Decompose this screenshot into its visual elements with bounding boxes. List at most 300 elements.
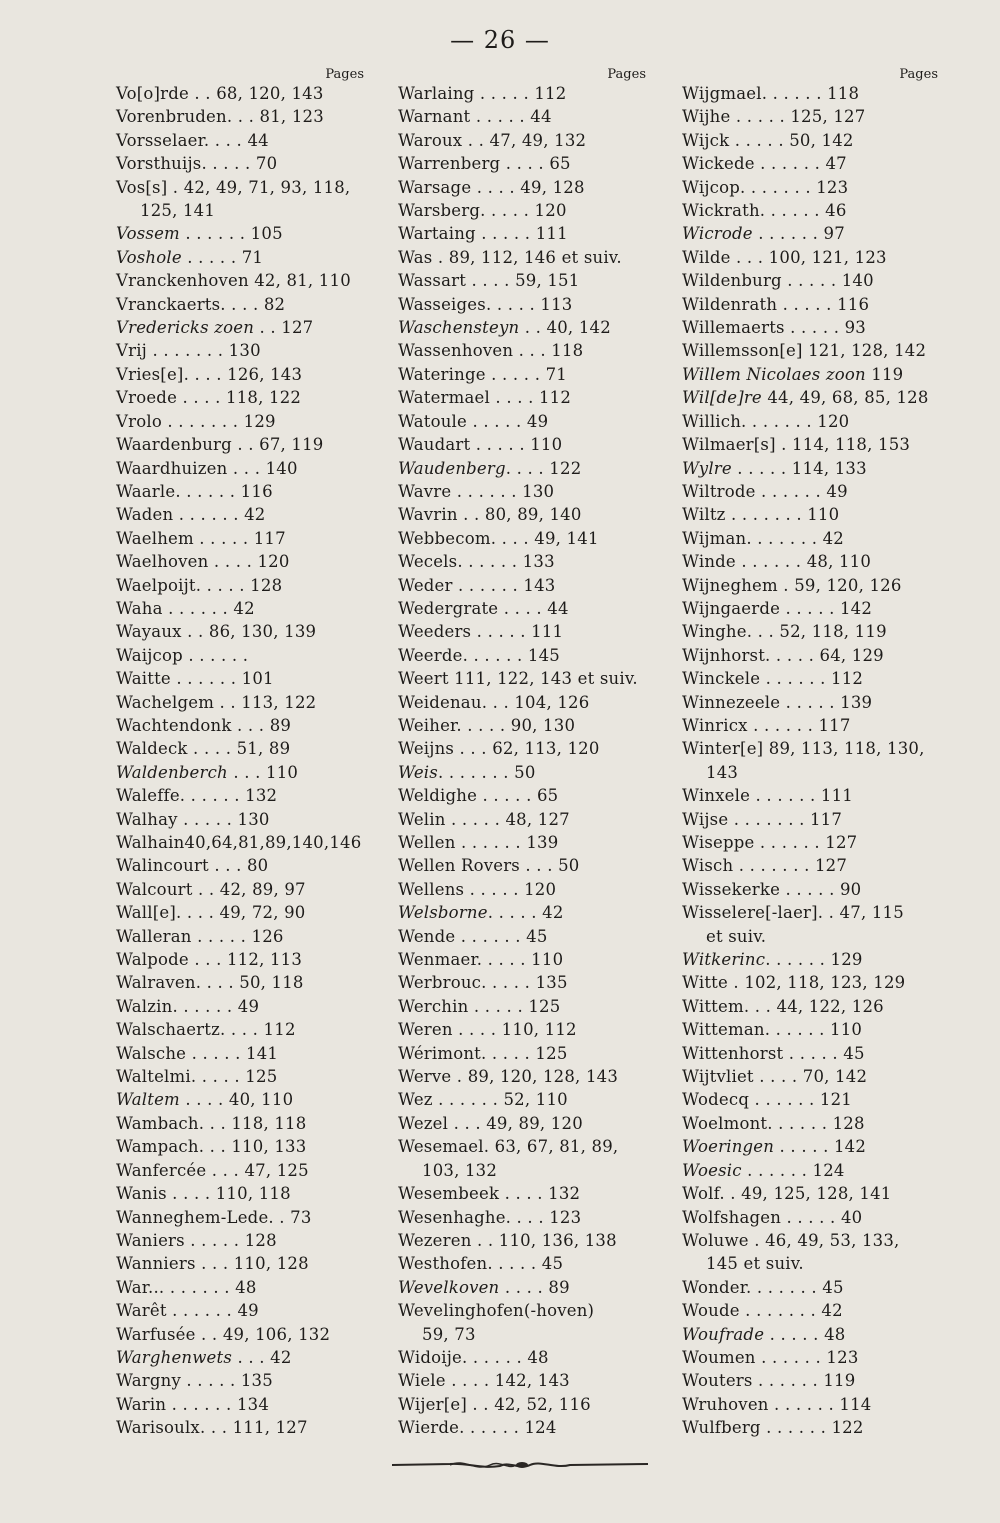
index-entry-line [116, 714, 368, 737]
index-entry-line [398, 527, 650, 550]
entry-page-refs: . . . . 50, 118 [195, 973, 304, 993]
entry-name: Willich [682, 411, 742, 431]
index-entry-line [682, 737, 942, 760]
entry-page-refs: . . . 81, 123 [226, 107, 324, 127]
entry-name: Walhain [116, 833, 185, 852]
index-entry-line [116, 1299, 368, 1322]
entry-name: Wijman [682, 528, 747, 548]
index-entry [398, 737, 650, 760]
index-entry [398, 878, 650, 901]
entry-name: Widoije [398, 1347, 463, 1367]
entry-page-refs: . . . . . . 105 [179, 224, 283, 244]
entry-page-refs: . . . . . 42 [487, 903, 564, 923]
entry-page-refs: . . . . . 45 [783, 1043, 865, 1063]
index-entry [116, 948, 368, 971]
index-entry-line [116, 1159, 368, 1182]
index-entry-line [398, 761, 650, 784]
entry-page-refs: 42, 81, 110 [248, 271, 351, 291]
index-entry [116, 1346, 368, 1369]
index-entry-line [682, 480, 942, 503]
index-entry [682, 339, 942, 362]
index-entry-line [398, 269, 650, 292]
entry-page-refs: . . . . . . 101 [170, 669, 274, 689]
index-entry [398, 808, 650, 831]
entry-name: Winricx [682, 715, 748, 735]
entry-name: Willemsson[e] [682, 341, 803, 361]
index-entry [682, 176, 942, 199]
index-entry-line [398, 1042, 650, 1065]
index-entry [682, 714, 942, 737]
index-entry [116, 1135, 368, 1158]
entry-name: Wilde [682, 247, 731, 267]
index-entry-line [682, 1018, 942, 1041]
index-entry-line [682, 363, 942, 386]
entry-name: Wargny [116, 1371, 181, 1391]
entry-page-refs: . . . . . . 42 [162, 598, 255, 618]
entry-page-refs: . . . 112, 113 [188, 950, 303, 970]
entry-page-refs: . . . . . . . 117 [728, 809, 843, 829]
entry-name: Willemaerts [682, 318, 785, 338]
entry-name: Wissekerke [682, 879, 781, 899]
index-entry-line [116, 1018, 368, 1041]
index-entry-line [682, 714, 942, 737]
index-entry [398, 1182, 650, 1205]
index-entry-line [398, 503, 650, 526]
entry-name: Wavrin [398, 505, 458, 525]
index-entry [682, 667, 942, 690]
entry-page-refs: . . . . . . 49 [172, 996, 260, 1016]
entry-page-refs: . . . . . . 49 [755, 481, 848, 501]
entry-page-refs: . . . . . 126 [191, 926, 284, 946]
entry-name: Wevelinghofen(-hoven) [398, 1301, 595, 1321]
entry-page-refs: . . . . . . . 45 [746, 1277, 844, 1297]
entry-name: Vranckaerts [116, 294, 221, 314]
index-entry [682, 457, 942, 480]
entry-name: Weldighe [398, 786, 478, 806]
entry-name: Vranckenhoven [116, 271, 249, 291]
ornament-divider [390, 1455, 650, 1475]
index-entry-line [116, 597, 368, 620]
index-entry [682, 269, 942, 292]
entry-page-refs: . 59, 120, 126 [777, 575, 902, 595]
index-entry [398, 457, 650, 480]
pages-header: Pages [899, 67, 938, 82]
index-entry-line [682, 971, 942, 994]
index-entry-line [398, 737, 650, 760]
index-entry-line [398, 105, 650, 128]
index-entry-line [398, 363, 650, 386]
entry-name: Waudart [398, 435, 471, 455]
index-entry [682, 1206, 942, 1229]
entry-page-refs: . . . 140 [227, 458, 298, 478]
entry-page-refs: 119 [865, 364, 904, 384]
entry-page-refs: . . . . . . 130 [451, 481, 555, 501]
index-entry [682, 1159, 942, 1182]
index-entry [116, 1112, 368, 1135]
index-entry [116, 1276, 368, 1299]
entry-page-refs: . 114, 118, 153 [775, 435, 911, 455]
index-entry-line [682, 574, 942, 597]
index-entry [398, 854, 650, 877]
entry-page-refs: . 102, 118, 123, 129 [727, 973, 906, 993]
index-entry [682, 574, 942, 597]
index-entry [398, 1416, 650, 1439]
index-entry-line [682, 1229, 942, 1252]
index-entry [116, 269, 368, 292]
entry-name: Waardhuizen [116, 458, 228, 478]
index-entry [682, 1369, 942, 1392]
index-entry [116, 527, 368, 550]
index-entry-line [116, 1042, 368, 1065]
index-entry [116, 1323, 368, 1346]
entry-page-refs: . . . 80 [208, 856, 269, 876]
index-entry-line [398, 1229, 650, 1252]
index-entry [682, 1323, 942, 1346]
entry-name: Wiseppe [682, 833, 755, 852]
index-entry-line [116, 246, 368, 269]
entry-page-refs: . . . . . . . 123 [740, 177, 849, 197]
entry-name: Wil[de]re [682, 388, 762, 408]
entry-page-refs: . . . . 132 [499, 1184, 581, 1204]
index-entry-line [398, 82, 650, 105]
index-entry [398, 948, 650, 971]
entry-name: Winxele [682, 786, 751, 806]
index-entry-line [682, 808, 942, 831]
entry-page-refs: . . . . . . 42 [173, 505, 266, 525]
entry-page-refs: . . . . . . . 42 [746, 528, 844, 548]
index-entry-line [398, 1276, 650, 1299]
index-entry-line [116, 1088, 368, 1111]
index-entry [682, 1018, 942, 1041]
entry-page-refs: . . . 111, 127 [199, 1418, 308, 1438]
index-entry [682, 1416, 942, 1439]
entry-name: Waelpoijt [116, 575, 196, 595]
entry-name: Waitte [116, 669, 171, 689]
entry-page-refs: . . . . . . 48 [462, 1347, 549, 1367]
index-entry [682, 246, 942, 269]
index-entry-line [398, 948, 650, 971]
index-entry-line [116, 293, 368, 316]
entry-name: Waldenberch [116, 762, 228, 782]
index-entry-line [682, 597, 942, 620]
index-entry-line [682, 1112, 942, 1135]
index-entry [116, 808, 368, 831]
index-entry-line [116, 574, 368, 597]
entry-page-refs: . . . . 49, 128 [471, 177, 585, 197]
entry-page-refs: . . . . . 45 [487, 1254, 564, 1274]
entry-page-refs: . . . 110 [227, 762, 299, 782]
index-entry [116, 550, 368, 573]
entry-name: Wambach [116, 1113, 199, 1133]
entry-name: Wez [398, 1090, 433, 1110]
index-entry-line [682, 1299, 942, 1322]
entry-page-refs-continued: et suiv. [706, 926, 767, 946]
index-entry [682, 1393, 942, 1416]
index-entry-line [116, 784, 368, 807]
entry-name: Warin [116, 1394, 167, 1414]
entry-page-refs: . . . . 49, 141 [490, 528, 599, 548]
index-entry [116, 1252, 368, 1275]
entry-name: Waijcop [116, 645, 183, 665]
index-entry [398, 105, 650, 128]
index-entry [398, 82, 650, 105]
index-entry-line [398, 620, 650, 643]
index-entry-line [116, 1393, 368, 1416]
entry-name: Wruhoven [682, 1394, 769, 1414]
index-entry [682, 597, 942, 620]
index-entry-line [682, 339, 942, 362]
entry-page-refs: . . . . 49, 72, 90 [175, 903, 306, 923]
entry-name: Vorsselaer [116, 130, 204, 150]
entry-name: Westhofen [398, 1254, 488, 1274]
index-entry-line [398, 480, 650, 503]
index-entry [682, 503, 942, 526]
index-entry-line [682, 246, 942, 269]
entry-name: Waldeck [116, 739, 188, 759]
entry-name: Witkerinc [682, 950, 766, 970]
entry-name: Wampach [116, 1137, 199, 1157]
entry-name: Waleffe [116, 786, 180, 806]
index-entry [116, 714, 368, 737]
pages-header: Pages [607, 67, 646, 82]
entry-page-refs: . . . . . 117 [193, 528, 286, 548]
entry-name: Winter[e] [682, 739, 764, 759]
index-entry-line [398, 925, 650, 948]
entry-page-refs: . 46, 49, 53, 133, [748, 1230, 900, 1250]
index-entry [682, 480, 942, 503]
entry-name: Wezel [398, 1113, 449, 1133]
index-entry [682, 199, 942, 222]
index-entry [682, 82, 942, 105]
index-entry [682, 1065, 942, 1088]
index-entry-line [116, 1323, 368, 1346]
index-entry-line [116, 1112, 368, 1135]
entry-page-refs: . . . . . . 127 [754, 833, 858, 852]
entry-name: Vroede [116, 388, 178, 408]
index-entry-line [398, 316, 650, 339]
index-entry-line [116, 129, 368, 152]
entry-name: Walraven [116, 973, 196, 993]
index-entry [682, 971, 942, 994]
index-entry-line [398, 1416, 650, 1439]
index-entry-line [682, 995, 942, 1018]
index-entry [116, 1065, 368, 1088]
index-entry-line [682, 1042, 942, 1065]
entry-name: Wanneghem-Lede [116, 1207, 269, 1227]
index-entry [116, 854, 368, 877]
index-entry [682, 363, 942, 386]
index-entry [398, 1112, 650, 1135]
index-entry [398, 176, 650, 199]
entry-page-refs: . . . . 142, 143 [445, 1371, 570, 1391]
entry-page-refs: . . . . . . 121 [749, 1090, 852, 1110]
index-entry [398, 597, 650, 620]
entry-name: Wateringe [398, 364, 486, 384]
entry-name: Wedergrate [398, 598, 499, 618]
entry-page-refs: . . . . . 125 [468, 996, 561, 1016]
index-entry [116, 901, 368, 924]
entry-name: Wellen [398, 833, 456, 852]
entry-name: Witte [682, 973, 728, 993]
entry-name: Warêt [116, 1301, 167, 1321]
entry-name: Wolf [682, 1184, 720, 1204]
index-entry [398, 1088, 650, 1111]
entry-page-refs: . . . . 65 [500, 154, 571, 174]
index-entry-line [116, 410, 368, 433]
index-entry-line [682, 1206, 942, 1229]
index-entry-line [116, 948, 368, 971]
index-entry-line [116, 620, 368, 643]
index-entry [398, 1276, 650, 1299]
entry-name: Waroux [398, 130, 463, 150]
entry-page-refs: . . . . . . 112 [760, 669, 864, 689]
index-entry-line [682, 269, 942, 292]
index-entry-line [398, 597, 650, 620]
index-entry-line [682, 831, 942, 854]
index-entry-line [682, 784, 942, 807]
entry-page-refs: . . . . . 135 [481, 973, 568, 993]
index-entry-line [682, 176, 942, 199]
entry-name: Wonder [682, 1277, 747, 1297]
index-entry-line [398, 1018, 650, 1041]
entry-name: Wavre [398, 481, 452, 501]
entry-page-refs: . . . . 89 [499, 1277, 570, 1297]
entry-page-refs: . . 68, 120, 143 [188, 84, 324, 103]
entry-name: Was [398, 247, 433, 267]
entry-page-refs: . . . . . . 123 [755, 1347, 859, 1367]
index-entry-line [682, 1182, 942, 1205]
entry-page-refs: . . 40, 142 [519, 318, 611, 338]
entry-page-refs: . . . . . . 134 [166, 1394, 270, 1414]
index-entry [116, 737, 368, 760]
index-entry-line [398, 1065, 650, 1088]
entry-name: Wouters [682, 1371, 753, 1391]
index-entry [116, 574, 368, 597]
entry-name: Walsche [116, 1043, 187, 1063]
index-entry [682, 1299, 942, 1322]
index-entry-line [116, 808, 368, 831]
index-entry [116, 1206, 368, 1229]
entry-name: Wisselere[-laer] [682, 903, 818, 923]
index-entry [116, 971, 368, 994]
entry-page-refs: . . 42, 52, 116 [466, 1394, 591, 1414]
entry-name: Watoule [398, 411, 467, 431]
entry-page-refs: . . . . . . 48 [164, 1277, 257, 1297]
index-entry-line [398, 1206, 650, 1229]
entry-page-refs: . . . . . . 117 [747, 715, 851, 735]
entry-page-refs: . . . . 126, 143 [183, 364, 303, 384]
entry-name: Wijnhorst [682, 645, 766, 665]
entry-name: Wiele [398, 1371, 446, 1391]
entry-page-refs: . 63, 67, 81, 89, [483, 1137, 619, 1157]
entry-name: Weert [398, 669, 449, 689]
entry-name: Wassenhoven [398, 341, 514, 361]
index-entry [398, 480, 650, 503]
entry-page-refs: . . . . . 142 [780, 598, 873, 618]
entry-name: Welsborne [398, 903, 488, 923]
entry-page-refs: . . . . . 112 [474, 84, 567, 103]
entry-page-refs: . . . . . 130 [177, 809, 270, 829]
entry-page-refs: . . . 42 [232, 1347, 292, 1367]
entry-page-refs: . . . . . 50, 142 [729, 130, 854, 150]
entry-page-refs: . . . . . 90, 130 [456, 715, 576, 735]
index-entry-line [398, 995, 650, 1018]
index-entry-line [398, 176, 650, 199]
entry-name: Wezeren [398, 1230, 472, 1250]
entry-name: Wanniers [116, 1254, 196, 1274]
entry-name: Waarle [116, 481, 176, 501]
entry-name: Waltelmi [116, 1067, 191, 1087]
entry-name: Waschensteyn [398, 318, 520, 338]
entry-page-refs: . . 47, 49, 132 [462, 130, 587, 150]
entry-page-refs: . . . . . . 48, 110 [735, 552, 872, 572]
entry-page-refs: . . . . . 71 [181, 247, 264, 267]
index-entry-line [398, 457, 650, 480]
entry-page-refs: . . . . . 139 [780, 692, 873, 712]
index-entry [116, 410, 368, 433]
entry-name: Vorenbruden [116, 107, 227, 127]
entry-page-refs: . . . . . . 49 [166, 1301, 259, 1321]
entry-name: Wittem [682, 996, 744, 1016]
index-entry [682, 644, 942, 667]
entry-page-refs-continued: 125, 141 [140, 201, 216, 221]
entry-page-refs: . . . . . . 124 [459, 1418, 557, 1438]
index-entry-line [116, 269, 368, 292]
index-entry [398, 1065, 650, 1088]
index-entry-line [116, 761, 368, 784]
index-entry-line [116, 667, 368, 690]
index-entry [398, 574, 650, 597]
entry-name: Walpode [116, 950, 189, 970]
entry-page-refs: . . . . 44 [203, 130, 269, 150]
index-entry [116, 995, 368, 1018]
entry-page-refs-continued: 143 [706, 762, 739, 782]
entry-name: Werve [398, 1067, 452, 1087]
entry-page-refs: . . . . . 128 [184, 1230, 277, 1250]
index-entry-line [398, 644, 650, 667]
index-entry-line [116, 363, 368, 386]
index-entry [682, 1182, 942, 1205]
index-entry [398, 1369, 650, 1392]
index-entry [398, 1135, 650, 1182]
index-entry-line [682, 878, 942, 901]
entry-page-refs: . . . . . . 116 [175, 481, 273, 501]
index-entry [398, 831, 650, 854]
entry-name: Waelhoven [116, 552, 209, 572]
entry-name: Warsberg [398, 201, 481, 221]
index-entry [398, 1018, 650, 1041]
entry-page-refs: . . . 44, 122, 126 [743, 996, 884, 1016]
index-entry-line [682, 433, 942, 456]
index-entry-line [116, 854, 368, 877]
index-entry [116, 152, 368, 175]
index-entry-line [116, 1416, 368, 1439]
entry-name: Wesembeek [398, 1184, 500, 1204]
entry-name: Wijneghem [682, 575, 778, 595]
index-entry-line [398, 222, 650, 245]
entry-page-refs: . . . . . 44 [470, 107, 552, 127]
index-entry [116, 620, 368, 643]
index-entry-line [398, 199, 650, 222]
index-entry-line [116, 878, 368, 901]
index-entry-line [116, 152, 368, 175]
index-entry-line [116, 386, 368, 409]
index-entry [116, 293, 368, 316]
entry-page-refs: . . . 47, 125 [206, 1160, 309, 1180]
index-entry [116, 1229, 368, 1252]
entry-name: Winghe [682, 622, 747, 642]
entry-page-refs: 40,64,81,89,140,146 [184, 833, 362, 852]
